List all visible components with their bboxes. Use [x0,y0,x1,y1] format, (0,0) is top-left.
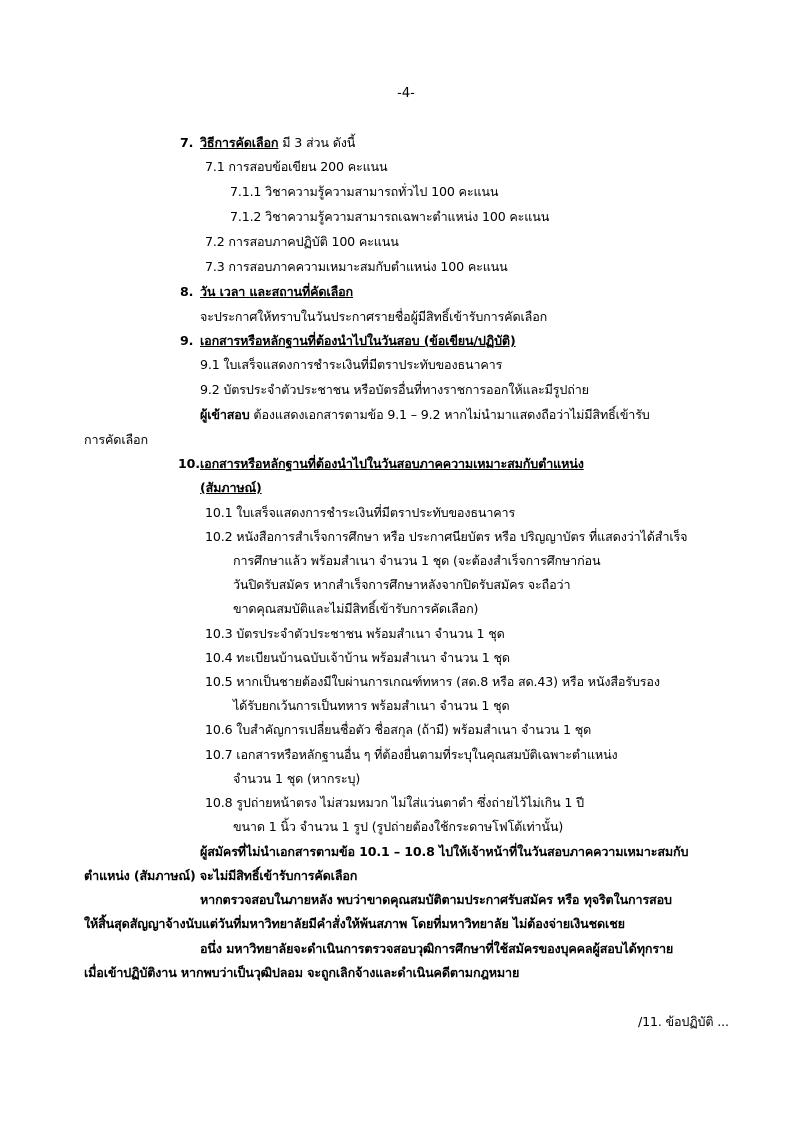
item-10-2-line-3: วันปิดรับสมัคร หากสำเร็จการศึกษาหลังจากปิดรับสมัคร จะถือว่า [233,577,571,592]
item-10-5-line-2: ได้รับยกเว้นการเป็นทหาร พร้อมสำเนา จำนวน 1 ชุด [233,698,510,713]
section-7-title: วิธีการคัดเลือก [200,135,279,150]
item-9-2: 9.2 บัตรประจำตัวประชาชน หรือบัตรอื่นที่ทางราชการออกให้และมีรูปถ่าย [200,382,589,397]
section-8-body: จะประกาศให้ทราบในวันประกาศรายชื่อผู้มีสิทธิ์เข้ารับการคัดเลือก [200,309,548,324]
section-9-title: เอกสารหรือหลักฐานที่ต้องนำไปในวันสอบ (ข้อเขียน/ปฏิบัติ) [200,333,516,348]
section-10-number: 10. [178,456,200,471]
item-10-2-line-4: ขาดคุณสมบัติและไม่มีสิทธิ์เข้ารับการคัดเลือก) [233,601,479,616]
item-10-5-line-1: 10.5 หากเป็นชายต้องมีใบผ่านการเกณฑ์ทหาร (สด.8 หรือ สด.43) หรือ หนังสือรับรอง [205,674,660,689]
paragraph-documents-line-2: ตำแหน่ง (สัมภาษณ์) จะไม่มีสิทธิ์เข้ารับการคัดเลือก [84,868,358,883]
item-7-3: 7.3 การสอบภาคความเหมาะสมกับตำแหน่ง 100 คะแนน [205,259,508,274]
section-7-heading [200,133,355,153]
paragraph-verify-line-2: เมื่อเข้าปฏิบัติงาน หากพบว่าเป็นวุฒิปลอม จะถูกเลิกจ้างและดำเนินคดีตามกฎหมาย [84,965,520,980]
section-9-note-rest: ต้องแสดงเอกสารตามข้อ 9.1 – 9.2 หากไม่นำมาแสดงถือว่าไม่มีสิทธิ์เข้ารับ [249,407,650,422]
item-7-1-1: 7.1.1 วิชาความรู้ความสามารถทั่วไป 100 คะแนน [230,184,499,199]
section-9-note-bold: ผู้เข้าสอบ [200,407,250,422]
section-8-title: วัน เวลา และสถานที่คัดเลือก [200,284,354,299]
section-8-number: 8. [180,284,194,299]
item-10-7-line-1: 10.7 เอกสารหรือหลักฐานอื่น ๆ ที่ต้องยื่นตามที่ระบุในคุณสมบัติเฉพาะตำแหน่ง [205,747,618,762]
next-page-marker: /11. ข้อปฏิบัติ ... [638,1014,729,1029]
item-10-2-line-2: การศึกษาแล้ว พร้อมสำเนา จำนวน 1 ชุด (จะต้องสำเร็จการศึกษาก่อน [233,553,601,568]
item-10-2-line-1: 10.2 หนังสือการสำเร็จการศึกษา หรือ ประกาศนียบัตร หรือ ปริญญาบัตร ที่แสดงว่าได้สำเร็จ [205,529,688,544]
item-10-4: 10.4 ทะเบียนบ้านฉบับเจ้าบ้าน พร้อมสำเนา จำนวน 1 ชุด [205,650,510,665]
paragraph-disqualify-line-1: หากตรวจสอบในภายหลัง พบว่าขาดคุณสมบัติตามประกาศรับสมัคร หรือ ทุจริตในการสอบ [200,892,672,907]
paragraph-documents-line-1: ผู้สมัครที่ไม่นำเอกสารตามข้อ 10.1 – 10.8 ไปให้เจ้าหน้าที่ในวันสอบภาคความเหมาะสมกับ [200,844,689,859]
paragraph-disqualify-line-2: ให้สิ้นสุดสัญญาจ้างนับแต่วันที่มหาวิทยาลัยมีคำสั่งให้พ้นสภาพ โดยที่มหาวิทยาลัย ไม่ต้องจ่ายเงินชดเชย [84,916,625,931]
section-10-title-line-1: เอกสารหรือหลักฐานที่ต้องนำไปในวันสอบภาคความเหมาะสมกับตำแหน่ง [200,456,584,471]
section-9-note-continued: การคัดเลือก [84,432,148,447]
item-10-7-line-2: จำนวน 1 ชุด (หากระบุ) [233,771,361,786]
section-7-title-rest: มี 3 ส่วน ดังนี้ [278,135,356,150]
item-10-3: 10.3 บัตรประจำตัวประชาชน พร้อมสำเนา จำนวน 1 ชุด [205,626,505,641]
item-10-8-line-2: ขนาด 1 นิ้ว จำนวน 1 รูป (รูปถ่ายต้องใช้กระดาษโฟโต้เท่านั้น) [233,819,564,834]
item-7-2: 7.2 การสอบภาคปฏิบัติ 100 คะแนน [205,234,399,249]
section-7-number: 7. [180,135,194,150]
item-7-1: 7.1 การสอบข้อเขียน 200 คะแนน [205,159,388,174]
item-10-8-line-1: 10.8 รูปถ่ายหน้าตรง ไม่สวมหมวก ไม่ใส่แว่นตาดำ ซึ่งถ่ายไว้ไม่เกิน 1 ปี [205,795,584,810]
paragraph-verify-line-1: อนึ่ง มหาวิทยาลัยจะดำเนินการตรวจสอบวุฒิการศึกษาที่ใช้สมัครของบุคคลผู้สอบได้ทุกราย [200,941,674,956]
item-10-6: 10.6 ใบสำคัญการเปลี่ยนชื่อตัว ชื่อสกุล (ถ้ามี) พร้อมสำเนา จำนวน 1 ชุด [205,722,592,737]
section-9-note [200,405,650,425]
item-7-1-2: 7.1.2 วิชาความรู้ความสามารถเฉพาะตำแหน่ง 100 คะแนน [230,209,550,224]
item-9-1: 9.1 ใบเสร็จแสดงการชำระเงินที่มีตราประทับของธนาคาร [200,357,503,372]
section-10-title-line-2: (สัมภาษณ์) [200,480,262,495]
item-10-1: 10.1 ใบเสร็จแสดงการชำระเงินที่มีตราประทับของธนาคาร [205,505,516,520]
page-number: -4- [397,86,415,101]
section-9-number: 9. [180,333,194,348]
